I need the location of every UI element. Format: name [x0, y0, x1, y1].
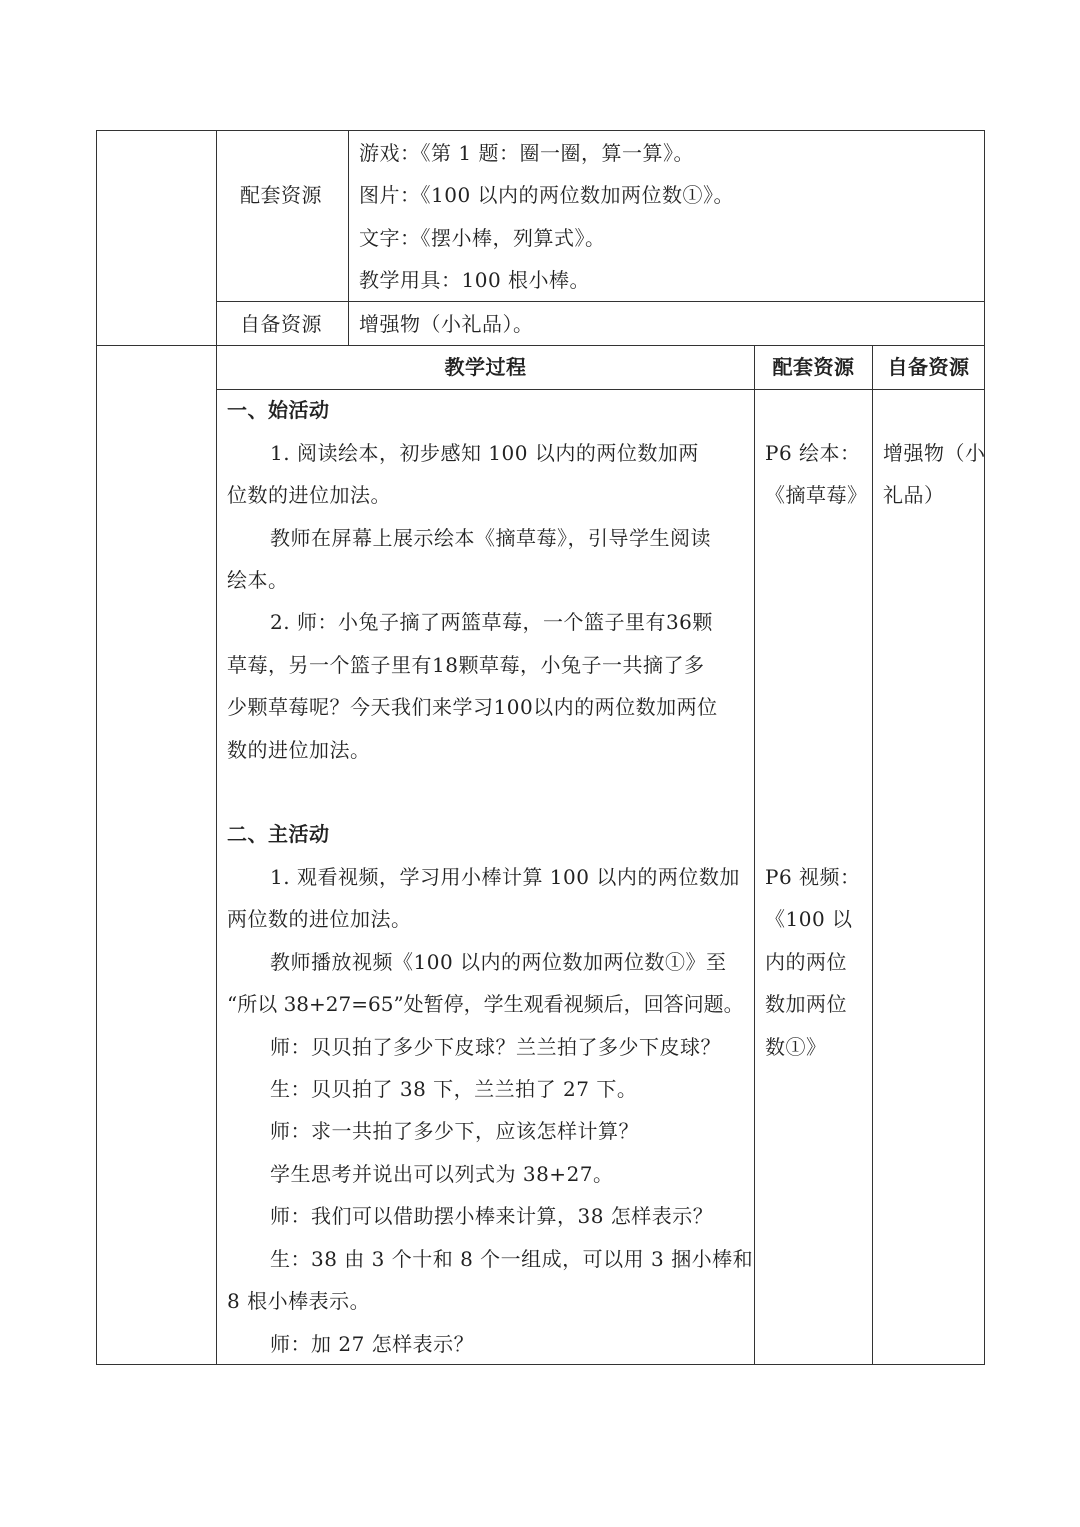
section2-matching: 数加两位 — [765, 992, 847, 1016]
section1-line: 数的进位加法。 — [227, 738, 371, 762]
section2-line: 师：贝贝拍了多少下皮球？兰兰拍了多少下皮球？ — [270, 1035, 721, 1059]
header-matching: 配套资源 — [772, 355, 855, 379]
column-divider-4 — [872, 345, 873, 1365]
section2-line: 1. 观看视频，学习用小棒计算 100 以内的两位数加 — [270, 865, 740, 889]
matching-resource-item: 文字：《摆小棒，列算式》。 — [359, 226, 606, 250]
table-right-border — [984, 130, 985, 1365]
header-divider — [216, 389, 985, 390]
section2-title: 二、主活动 — [227, 822, 330, 846]
section2-line: “所以 38+27=65”处暂停，学生观看视频后，回答问题。 — [227, 992, 744, 1016]
section2-matching: 内的两位 — [765, 950, 847, 974]
matching-resource-label: 配套资源 — [240, 183, 322, 207]
section1-self: 礼品） — [883, 483, 945, 507]
section2-line: 师：求一共拍了多少下，应该怎样计算？ — [270, 1119, 639, 1143]
header-self: 自备资源 — [887, 355, 970, 379]
section1-title: 一、始活动 — [227, 398, 330, 422]
section2-line: 师：加 27 怎样表示？ — [270, 1332, 475, 1356]
section2-line: 学生思考并说出可以列式为 38+27。 — [270, 1162, 614, 1186]
section1-line: 绘本。 — [227, 568, 289, 592]
self-resource-item: 增强物（小礼品）。 — [359, 312, 534, 336]
section1-line: 位数的进位加法。 — [227, 483, 391, 507]
section1-line: 2. 师：小兔子摘了两篮草莓，一个篮子里有36颗 — [270, 610, 713, 634]
column-divider-2 — [348, 130, 349, 346]
section2-line: 生：贝贝拍了 38 下，兰兰拍了 27 下。 — [270, 1077, 638, 1101]
section2-matching: 数①》 — [765, 1035, 827, 1059]
header-process: 教学过程 — [444, 355, 527, 379]
section2-line: 两位数的进位加法。 — [227, 907, 412, 931]
self-resource-label: 自备资源 — [240, 312, 322, 336]
matching-resource-item: 教学用具：100 根小棒。 — [359, 268, 591, 292]
section2-matching: 《100 以 — [765, 907, 853, 931]
section1-line: 教师在屏幕上展示绘本《摘草莓》，引导学生阅读 — [270, 526, 711, 550]
matching-resource-item: 图片：《100 以内的两位数加两位数①》。 — [359, 183, 735, 207]
row-divider-self-resource — [216, 301, 985, 302]
table-left-border — [96, 130, 97, 1365]
section2-line: 教师播放视频《100 以内的两位数加两位数①》至 — [270, 950, 727, 974]
section1-line: 1. 阅读绘本，初步感知 100 以内的两位数加两 — [270, 441, 699, 465]
column-divider-1 — [216, 130, 217, 1365]
matching-resource-item: 游戏：《第 1 题：圈一圈，算一算》。 — [359, 141, 694, 165]
section1-matching: P6 绘本： — [765, 441, 861, 465]
table-top-border — [96, 130, 985, 131]
row-divider-process — [96, 345, 985, 346]
section1-line: 少颗草莓呢？今天我们来学习100以内的两位数加两位 — [227, 695, 718, 719]
column-divider-3 — [754, 345, 755, 1365]
section2-line: 师：我们可以借助摆小棒来计算，38 怎样表示？ — [270, 1204, 714, 1228]
table-bottom-border — [96, 1364, 985, 1365]
section2-line: 8 根小棒表示。 — [227, 1289, 371, 1313]
section2-matching: P6 视频： — [765, 865, 861, 889]
section2-line: 生：38 由 3 个十和 8 个一组成，可以用 3 捆小棒和 — [270, 1247, 754, 1271]
section1-line: 草莓，另一个篮子里有18颗草莓，小兔子一共摘了多 — [227, 653, 705, 677]
section1-self: 增强物（小 — [883, 441, 986, 465]
section1-matching: 《摘草莓》 — [765, 483, 868, 507]
